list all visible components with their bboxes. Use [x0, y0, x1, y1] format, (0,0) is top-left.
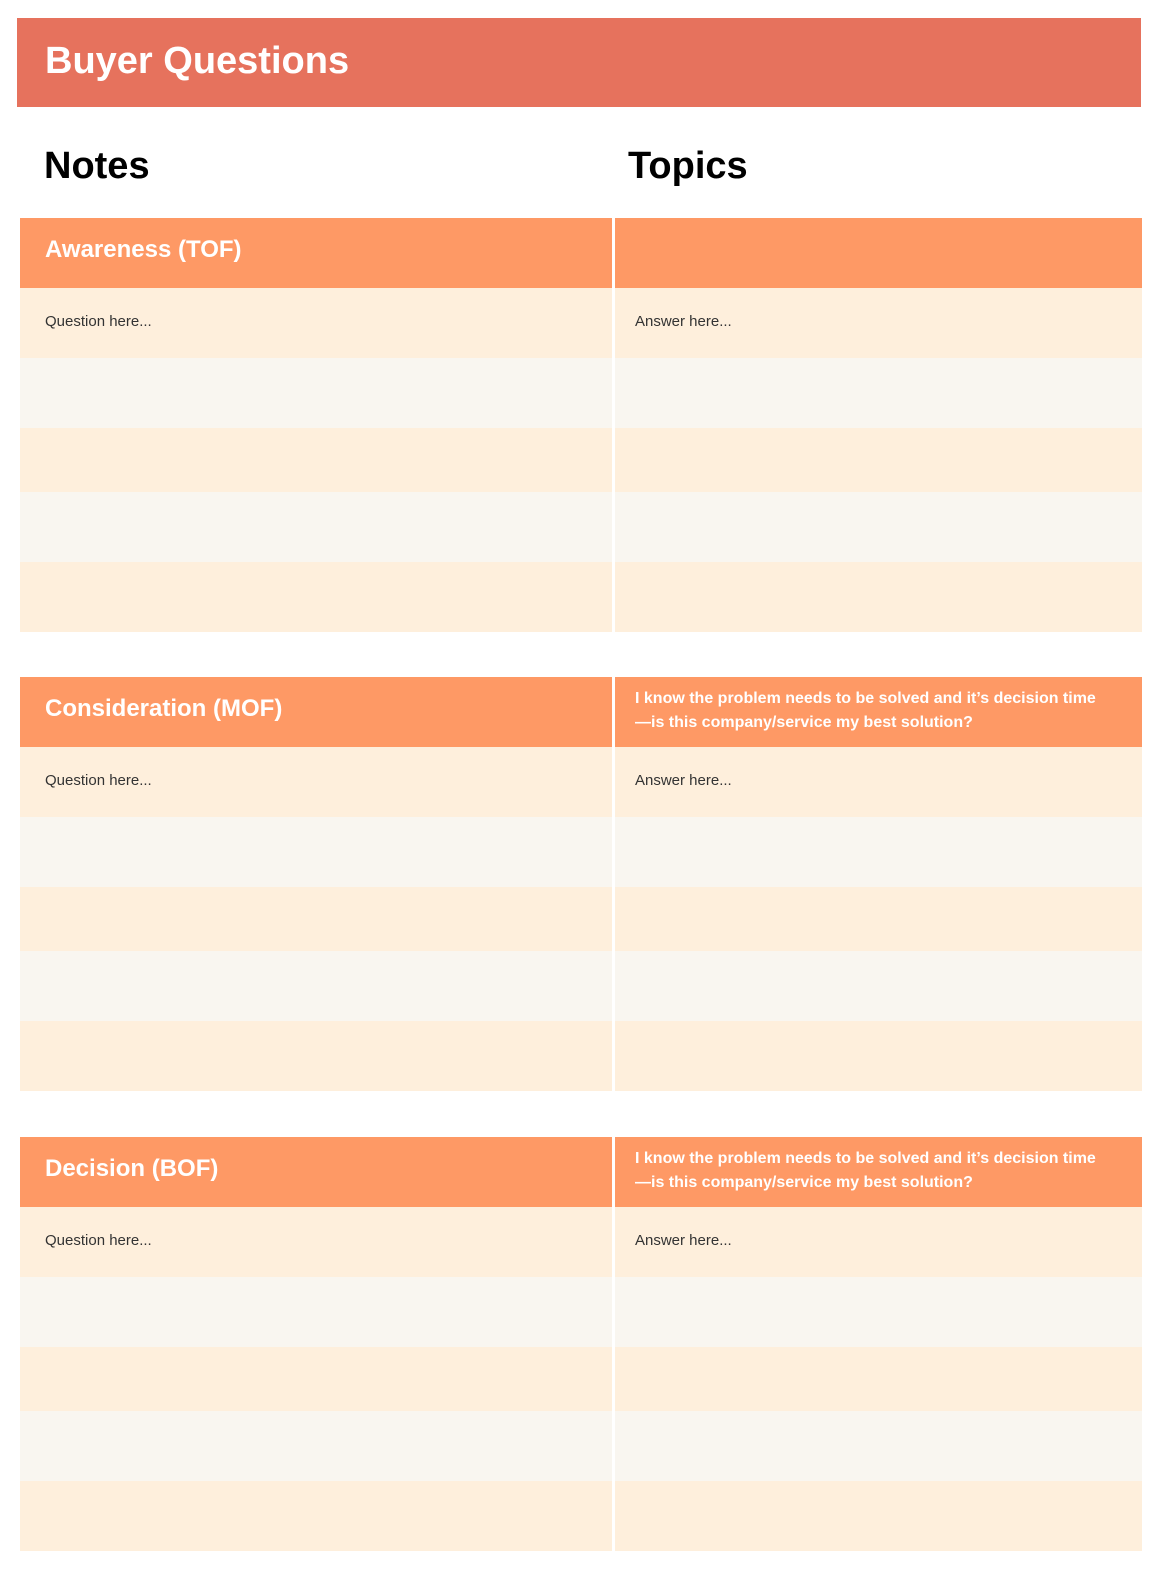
question-cell[interactable] — [20, 288, 612, 358]
answer-cell[interactable] — [615, 288, 1142, 358]
answer-cell[interactable] — [615, 1481, 1142, 1551]
answer-cell[interactable] — [615, 747, 1142, 817]
question-cell[interactable] — [20, 817, 612, 887]
section-header-row — [20, 218, 1142, 288]
answer-cell[interactable] — [615, 951, 1142, 1021]
section-title: Awareness (TOF) — [45, 236, 242, 263]
answer-cell[interactable] — [615, 887, 1142, 951]
question-cell[interactable] — [20, 428, 612, 492]
section-decision — [20, 1137, 1142, 1551]
answer-cell[interactable] — [615, 1347, 1142, 1411]
section-title-cell — [20, 1137, 612, 1207]
notes-column-heading: Notes — [44, 145, 150, 187]
question-cell[interactable] — [20, 562, 612, 632]
table-row — [20, 428, 1142, 492]
section-description: I know the problem needs to be solved and it’s decision time —is this company/service my best solution? — [635, 690, 1096, 731]
answer-placeholder: Answer here... — [635, 772, 732, 789]
section-description-cell — [615, 218, 1142, 288]
table-row — [20, 358, 1142, 428]
answer-cell[interactable] — [615, 1207, 1142, 1277]
section-description: I know the problem needs to be solved and it’s decision time —is this company/service my best solution? — [635, 1150, 1096, 1191]
answer-placeholder: Answer here... — [635, 313, 732, 330]
answer-cell[interactable] — [615, 428, 1142, 492]
section-title-cell — [20, 218, 612, 288]
question-cell[interactable] — [20, 1277, 612, 1347]
table-row — [20, 492, 1142, 562]
section-description-cell — [615, 1137, 1142, 1207]
table-row — [20, 817, 1142, 887]
question-cell[interactable] — [20, 492, 612, 562]
question-cell[interactable] — [20, 1207, 612, 1277]
question-placeholder: Question here... — [45, 772, 152, 789]
section-title-cell — [20, 677, 612, 747]
answer-cell[interactable] — [615, 1277, 1142, 1347]
answer-cell[interactable] — [615, 1411, 1142, 1481]
question-cell[interactable] — [20, 951, 612, 1021]
question-cell[interactable] — [20, 747, 612, 817]
answer-cell[interactable] — [615, 817, 1142, 887]
section-header-row — [20, 1137, 1142, 1207]
table-row — [20, 747, 1142, 817]
table-row — [20, 1021, 1142, 1091]
page-title: Buyer Questions — [45, 40, 350, 82]
question-cell[interactable] — [20, 1347, 612, 1411]
title-banner — [17, 18, 1141, 107]
question-cell[interactable] — [20, 1481, 612, 1551]
question-cell[interactable] — [20, 358, 612, 428]
answer-cell[interactable] — [615, 1021, 1142, 1091]
answer-placeholder: Answer here... — [635, 1232, 732, 1249]
table-row — [20, 951, 1142, 1021]
table-row — [20, 288, 1142, 358]
section-description-cell — [615, 677, 1142, 747]
table-row — [20, 1411, 1142, 1481]
question-cell[interactable] — [20, 887, 612, 951]
topics-column-heading: Topics — [628, 145, 748, 187]
table-row — [20, 1207, 1142, 1277]
answer-cell[interactable] — [615, 492, 1142, 562]
section-title: Decision (BOF) — [45, 1155, 219, 1182]
table-row — [20, 1347, 1142, 1411]
question-placeholder: Question here... — [45, 1232, 152, 1249]
table-row — [20, 1277, 1142, 1347]
question-cell[interactable] — [20, 1021, 612, 1091]
table-row — [20, 887, 1142, 951]
answer-cell[interactable] — [615, 358, 1142, 428]
section-header-row — [20, 677, 1142, 747]
table-row — [20, 562, 1142, 632]
table-row — [20, 1481, 1142, 1551]
question-cell[interactable] — [20, 1411, 612, 1481]
section-awareness — [20, 218, 1142, 632]
question-placeholder: Question here... — [45, 313, 152, 330]
answer-cell[interactable] — [615, 562, 1142, 632]
section-consideration — [20, 677, 1142, 1091]
section-title: Consideration (MOF) — [45, 695, 283, 722]
